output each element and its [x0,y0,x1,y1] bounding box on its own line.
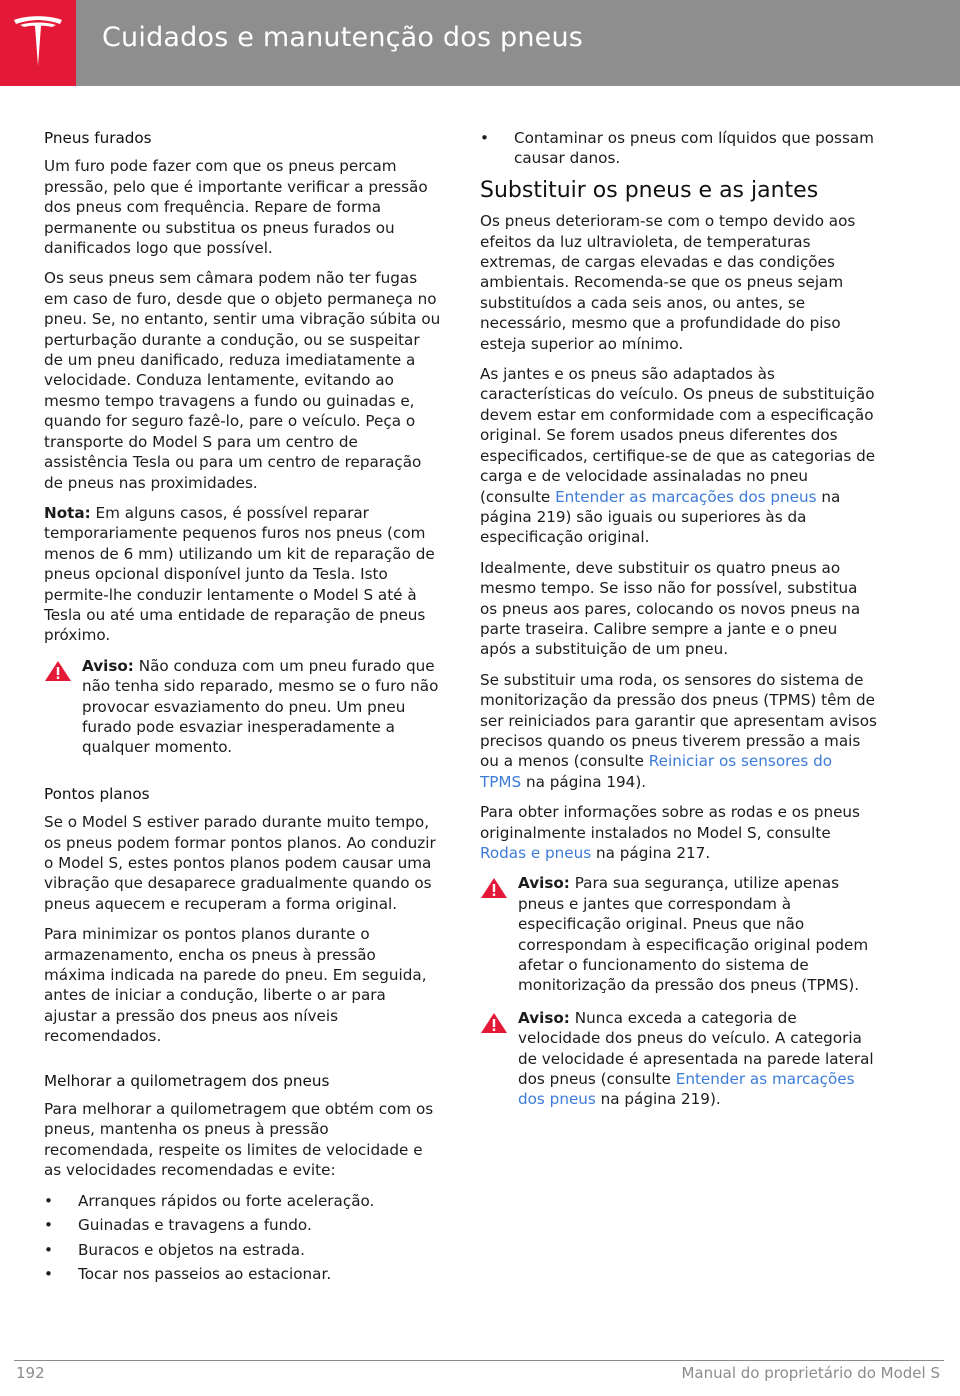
list-item: • Contaminar os pneus com líquidos que possam causar danos. [480,129,874,168]
link-reset-tpms[interactable]: Reiniciar os sensores do TPMS [480,752,833,791]
section-heading-mileage: Melhorar a quilometragem dos pneus [44,1071,330,1090]
warning-label: Aviso: [82,656,134,675]
link-tire-markings[interactable]: Entender as marcações dos pneus [518,1070,855,1109]
paragraph: Os pneus deterioram-se com o tempo devido aos efeitos da luz ultravioleta, de temperaturas extremas, de cargas elevadas e das condições ambientais. Recomenda-se que os pneus sejam substituídos a cada seis anos, ou antes, se necessário, mesmo que a profundidade do piso esteja superior ao mínimo. [480,212,856,353]
manual-title: Manual do proprietário do Model S [681,1364,940,1382]
warning-label: Aviso: [518,1008,570,1027]
warning-icon [44,660,72,682]
page-header [0,0,960,86]
list-item: • Guinadas e travagens a fundo. [44,1216,312,1235]
bullet-list [480,128,878,169]
note-text: Em alguns casos, é possível reparar temporariamente pequenos furos nos pneus (com menos de 6 mm) utilizando um kit de reparação de pneus opcional disponível junto da Tesla. Isto permite-lhe conduzir lentamente o Model S até à Tesla ou até uma entidade de reparação de pneus próximo. [44,503,435,645]
left-column [44,128,442,1290]
section-heading-replace: Substituir os pneus e as jantes [480,177,819,203]
paragraph: As jantes e os pneus são adaptados às características do veículo. Os pneus de substituição devem estar em conformidade com a especificação original. Se forem usados pneus diferentes dos especificados, certifique-se de que as categorias de carga e de velocidade assinaladas no pneu (consulte Entender as marcações dos pneus na página 219) são iguais ou superiores às da especificação original. [480,365,876,547]
note-label: Nota: [44,503,91,522]
paragraph: Para minimizar os pontos planos durante o armazenamento, encha os pneus à pressão máxima indicada na parede do pneu. Em seguida, antes de iniciar a condução, liberte o ar para ajustar a pressão dos pneus aos níveis recomendados. [44,925,427,1046]
link-tire-markings[interactable]: Entender as marcações dos pneus [555,487,817,506]
list-item: • Tocar nos passeios ao estacionar. [44,1264,332,1283]
paragraph: Para obter informações sobre as rodas e os pneus originalmente instalados no Model S, consulte Rodas e pneus na página 217. [480,803,860,862]
warning-box [44,656,442,758]
bullet-list [44,1191,442,1285]
page-title: Cuidados e manutenção dos pneus [102,22,584,53]
tesla-logo [0,0,76,86]
right-column [480,128,878,1122]
warning-box: Aviso: Nunca exceda a categoria de velocidade dos pneus do veículo. A categoria de velocidade é apresentada na parede lateral dos pneus (consulte Entender as marcações dos pneus na página 219). [480,1008,878,1110]
list-item: • Arranques rápidos ou forte aceleração. [44,1191,375,1210]
warning-text: Para sua segurança, utilize apenas pneus e jantes que correspondam à especificação original. Pneus que não correspondam à especificação original podem afetar o funcionamento do sistema de monitorização da pressão dos pneus (TPMS). [518,874,869,995]
warning-icon [480,877,508,899]
warning-icon [480,1012,508,1034]
paragraph: Idealmente, deve substituir os quatro pneus ao mesmo tempo. Se isso não for possível, substitua os pneus aos pares, colocando os novos pneus na parte traseira. Calibre sempre a jante e o pneu após a substituição de um pneu. [480,558,861,659]
warning-label: Aviso: [518,874,570,893]
paragraph: Um furo pode fazer com que os pneus percam pressão, pelo que é importante verificar a pressão dos pneus com frequência. Repare de forma permanente ou substitua os pneus furados ou danificados logo que possível. [44,157,428,258]
tesla-logo-icon [12,14,64,70]
section-heading-flat-tires: Pneus furados [44,129,152,147]
link-wheels-tires[interactable]: Rodas e pneus [480,844,592,862]
note [44,503,442,646]
warning-text: Não conduza com um pneu furado que não tenha sido reparado, mesmo se o furo não provocar esvaziamento do pneu. Um pneu furado pode esvaziar inesperadamente a qualquer momento. [82,656,439,757]
warning-box [480,873,878,995]
footer-divider [14,1360,944,1361]
paragraph: Os seus pneus sem câmara podem não ter fugas em caso de furo, desde que o objeto permaneça no pneu. Se, no entanto, sentir uma vibração súbita ou perturbação durante a condução, ou se suspeitar de um pneu danificado, reduza imediatamente a velocidade. Conduza lentamente, evitando ao mesmo tempo travagens a fundo ou guinadas e, quando for seguro fazê-lo, pare o veículo. Peça o transporte do Model S para um centro de assistência Tesla ou para um centro de reparação de pneus nas proximidades. [44,269,441,492]
paragraph: Se substituir uma roda, os sensores do sistema de monitorização da pressão dos pneus (TPMS) têm de ser reiniciados para garantir que apresentam avisos precisos quando os pneus tiverem pressão a mais ou a menos (consulte Reiniciar os sensores do TPMS na página 194). [480,670,877,791]
section-heading-flat-spots: Pontos planos [44,784,150,803]
page-number: 192 [16,1364,45,1382]
paragraph: Se o Model S estiver parado durante muito tempo, os pneus podem formar pontos planos. Ao conduzir o Model S, estes pontos planos podem causar uma vibração que desaparece gradualmente quando os pneus aquecem e recuperam a forma original. [44,813,436,913]
list-item: • Buracos e objetos na estrada. [44,1240,305,1259]
paragraph: Para melhorar a quilometragem que obtém com os pneus, mantenha os pneus à pressão recomendada, respeite os limites de velocidade e as velocidades recomendadas e evite: [44,1100,434,1180]
